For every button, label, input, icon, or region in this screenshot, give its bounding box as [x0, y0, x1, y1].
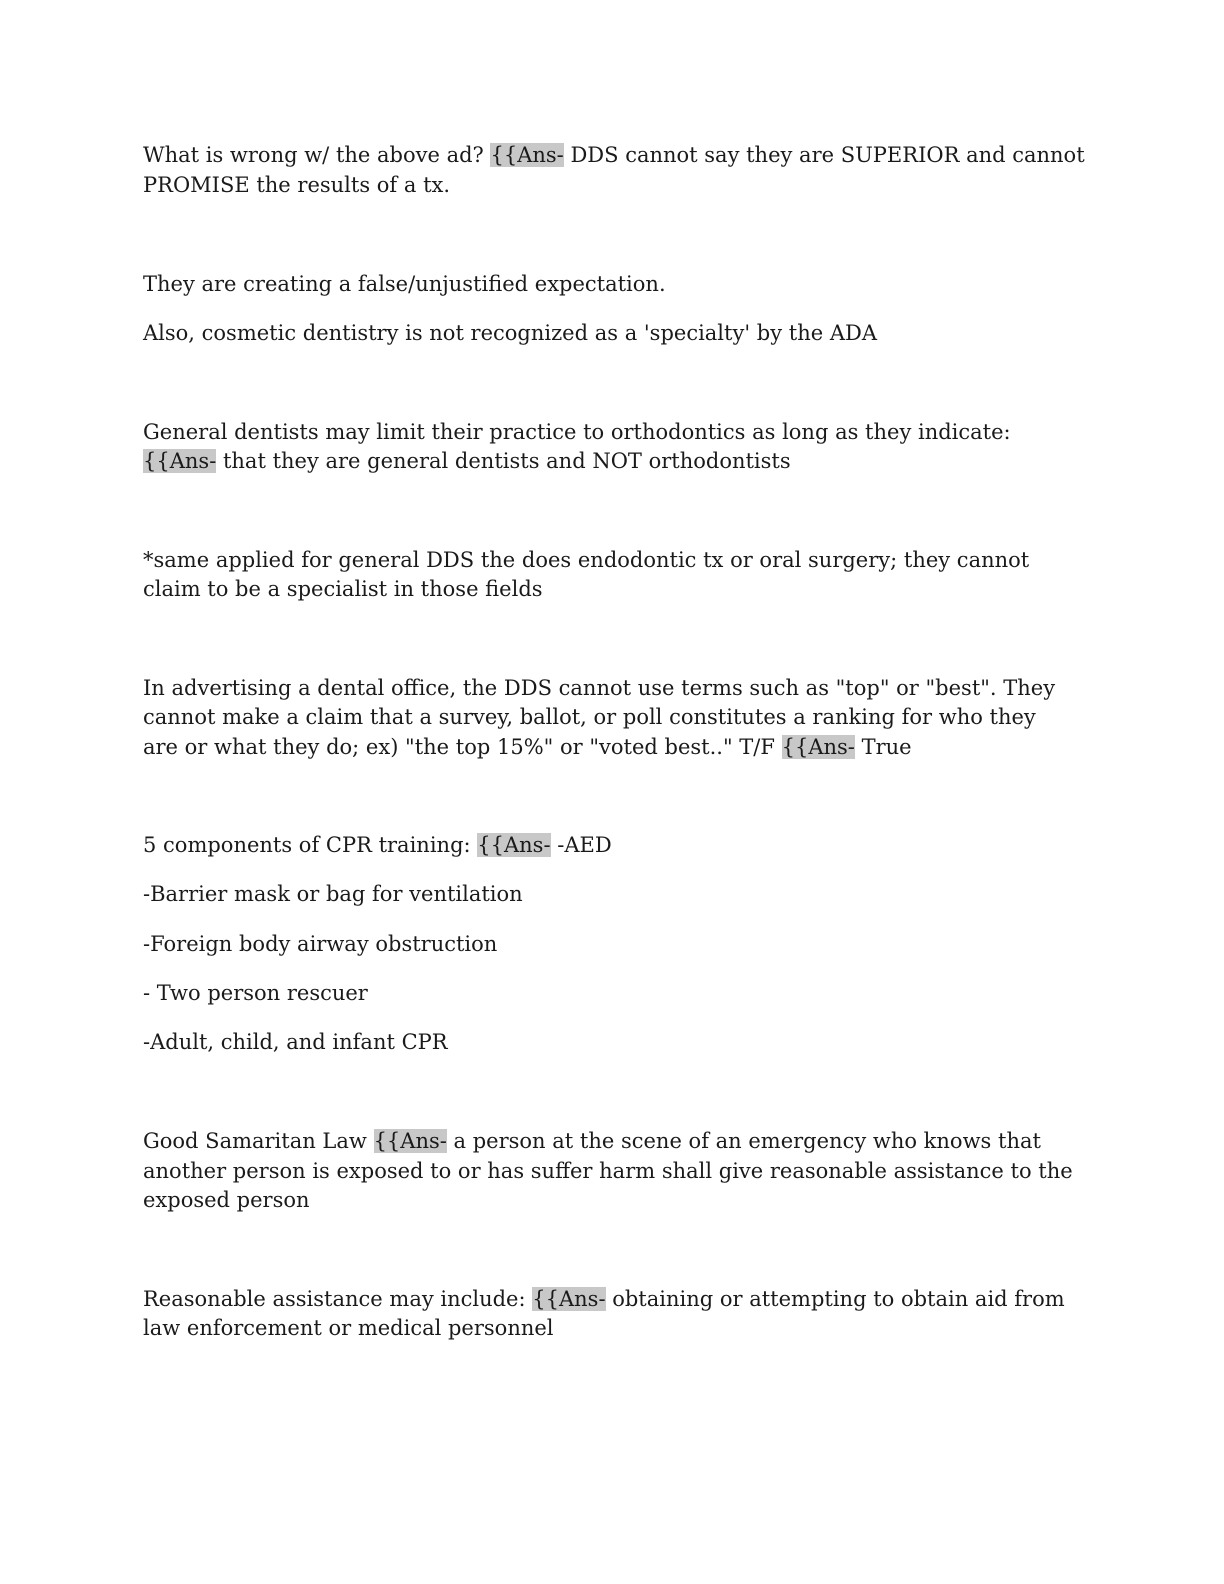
question-text: What is wrong w/ the above ad?	[143, 143, 491, 167]
list-item: - Two person rescuer	[143, 981, 368, 1005]
qa-line	[143, 732, 912, 762]
answer-marker: {{Ans-	[532, 1287, 606, 1311]
text-line: cannot make a claim that a survey, ballot, or poll constitutes a ranking for who they	[143, 705, 1036, 729]
answer-text: obtaining or attempting to obtain aid from	[605, 1287, 1065, 1311]
question-text: Good Samaritan Law	[143, 1129, 374, 1153]
text-line: claim to be a specialist in those fields	[143, 577, 543, 601]
answer-marker: {{Ans-	[781, 735, 855, 759]
text-line: exposed person	[143, 1188, 310, 1212]
question-text: are or what they do; ex) "the top 15%" or "voted best.." T/F	[143, 735, 782, 759]
qa-line	[143, 1284, 1065, 1314]
question-text: Reasonable assistance may include:	[143, 1287, 533, 1311]
answer-marker: {{Ans-	[373, 1129, 447, 1153]
qa-line	[143, 446, 791, 476]
text-line: *same applied for general DDS the does endodontic tx or oral surgery; they cannot	[143, 548, 1030, 572]
question-line: General dentists may limit their practice to orthodontics as long as they indicate:	[143, 420, 1011, 444]
list-item: -Foreign body airway obstruction	[143, 932, 498, 956]
answer-marker: {{Ans-	[490, 143, 564, 167]
answer-text: True	[854, 735, 912, 759]
text-line: another person is exposed to or has suffer harm shall give reasonable assistance to the	[143, 1159, 1073, 1183]
qa-line	[143, 830, 612, 860]
text-line: Also, cosmetic dentistry is not recognized as a 'specialty' by the ADA	[143, 321, 877, 345]
text-line: They are creating a false/unjustified expectation.	[143, 272, 666, 296]
qa-line	[143, 140, 1085, 170]
answer-text: -AED	[550, 833, 612, 857]
answer-marker: {{Ans-	[477, 833, 551, 857]
answer-text: that they are general dentists and NOT orthodontists	[216, 449, 791, 473]
answer-text: DDS cannot say they are SUPERIOR and cannot	[563, 143, 1085, 167]
text-line: law enforcement or medical personnel	[143, 1316, 554, 1340]
list-item: -Barrier mask or bag for ventilation	[143, 882, 523, 906]
answer-text: a person at the scene of an emergency who knows that	[446, 1129, 1041, 1153]
question-text: 5 components of CPR training:	[143, 833, 478, 857]
list-item: -Adult, child, and infant CPR	[143, 1030, 448, 1054]
answer-marker: {{Ans-	[143, 449, 217, 473]
text-line: PROMISE the results of a tx.	[143, 173, 451, 197]
text-line: In advertising a dental office, the DDS cannot use terms such as "top" or "best". They	[143, 676, 1056, 700]
qa-line	[143, 1126, 1041, 1156]
